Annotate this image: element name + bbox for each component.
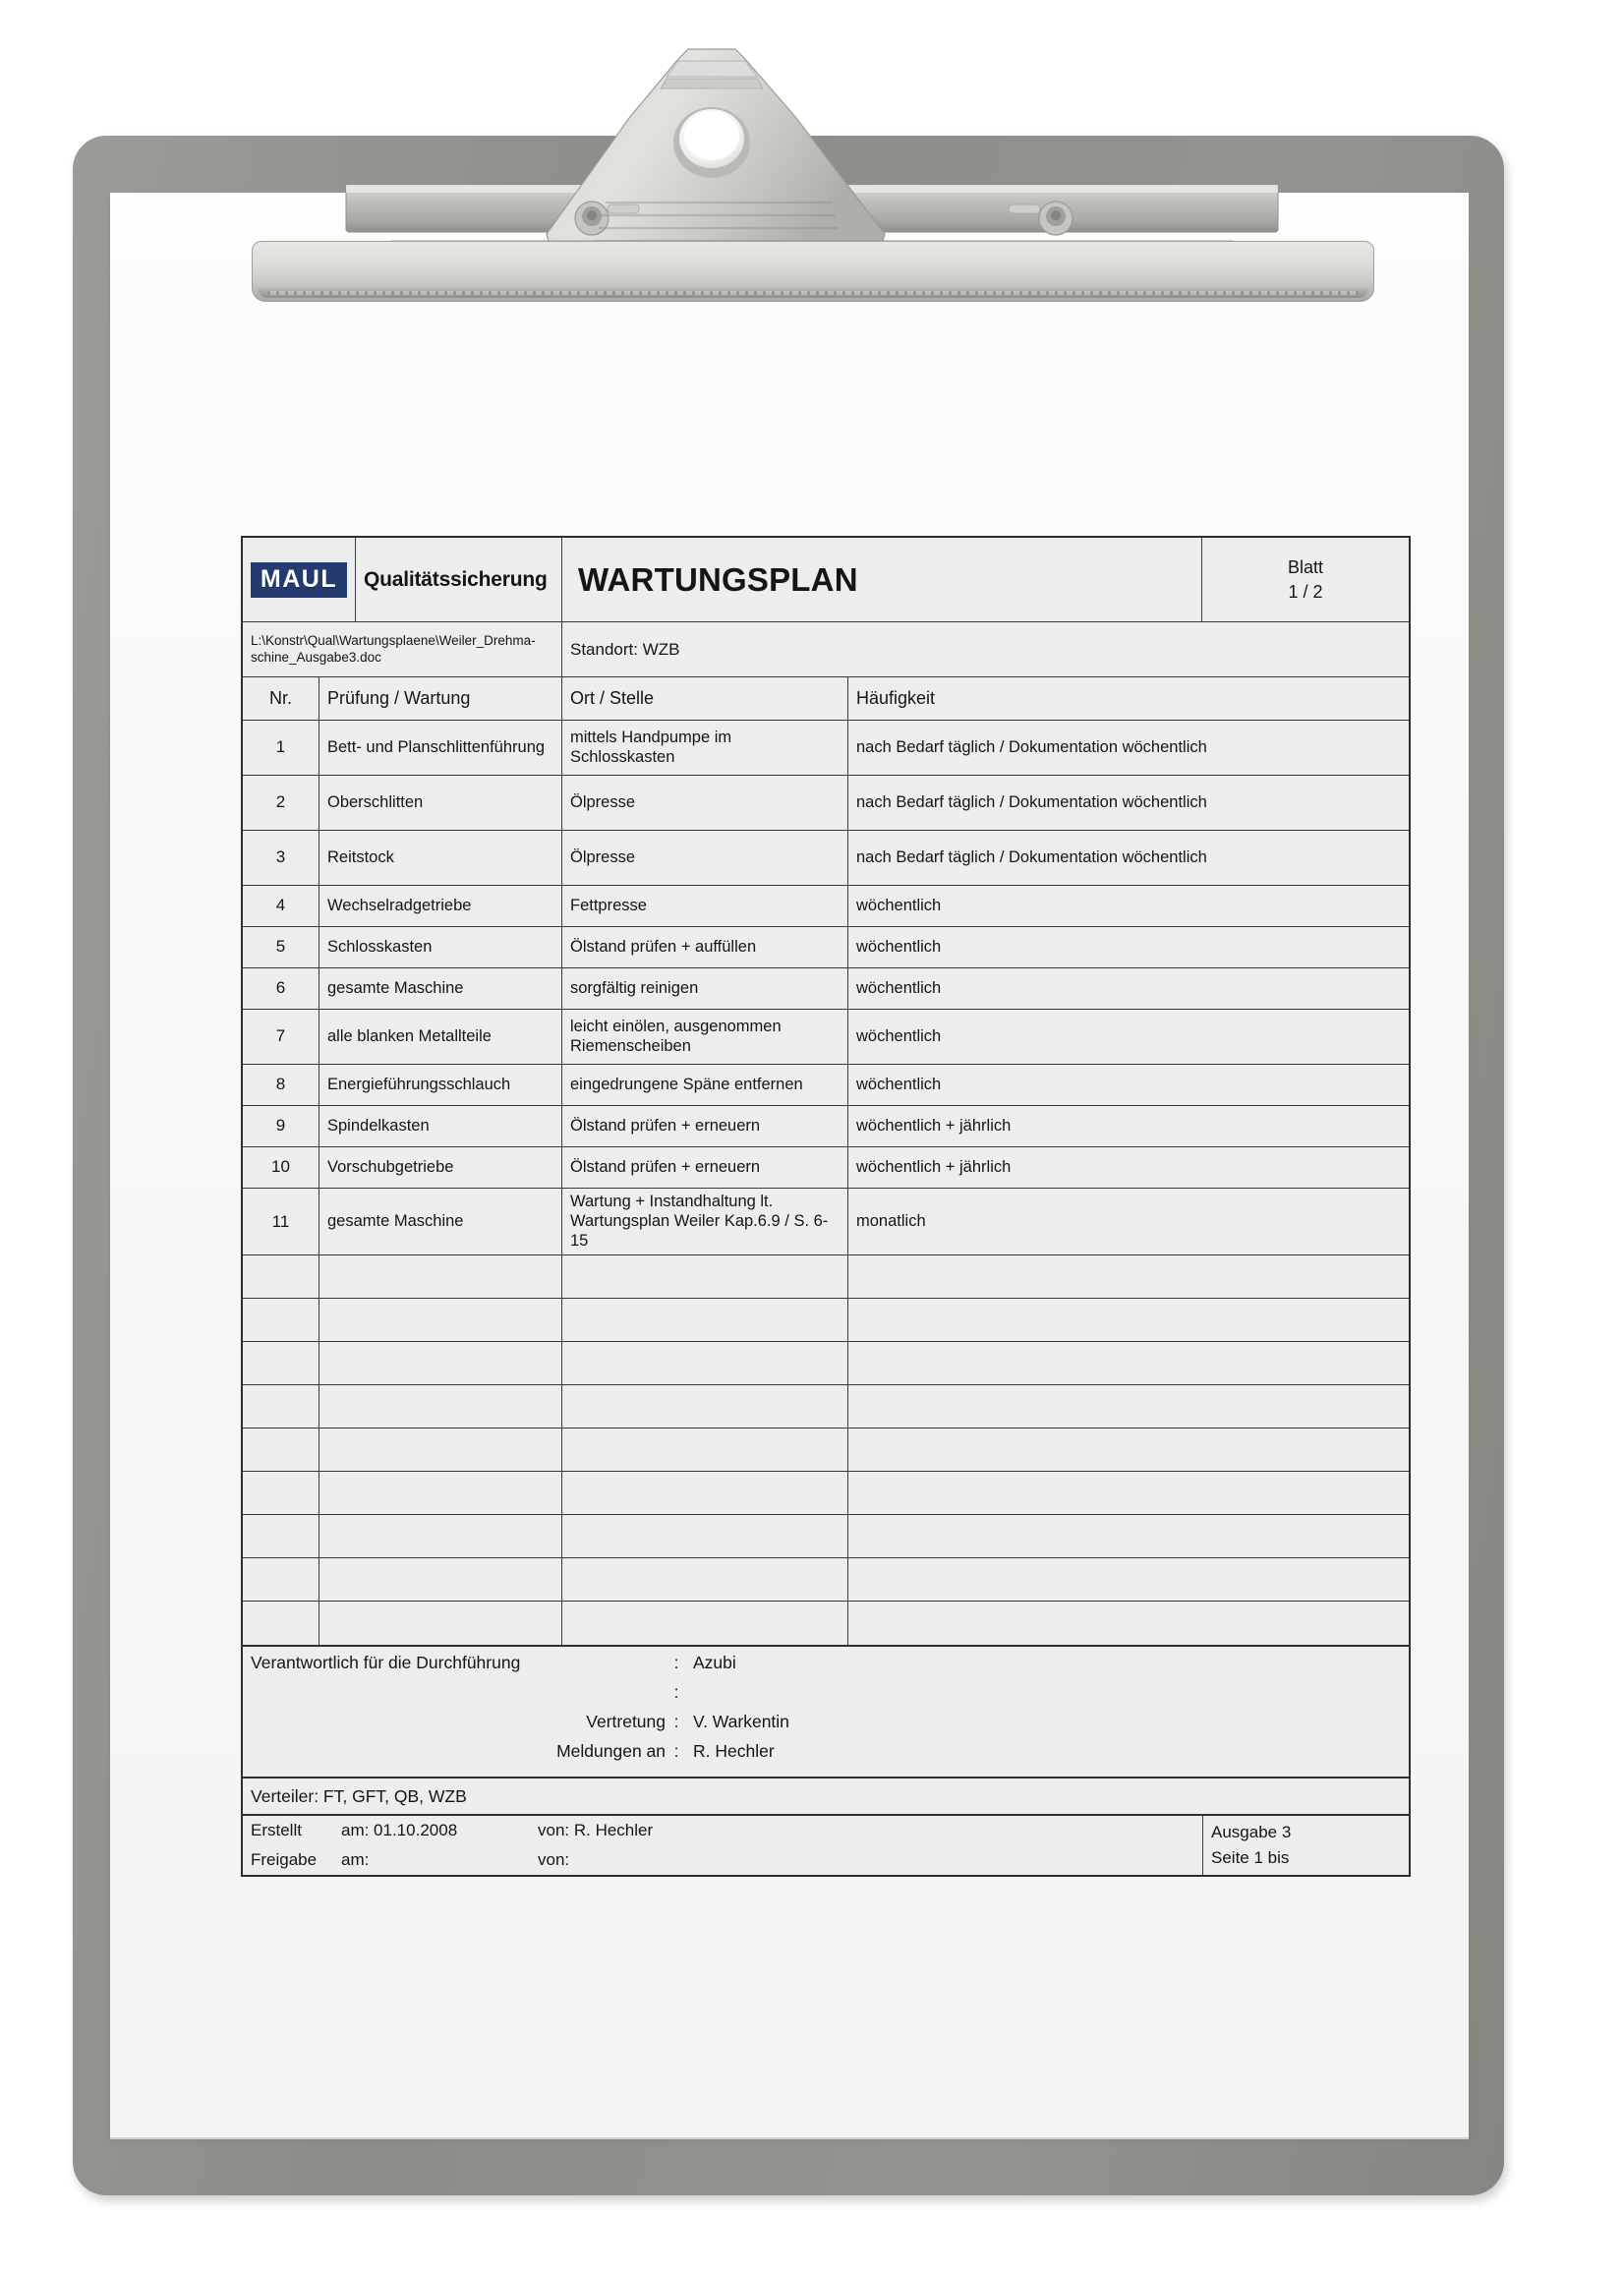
cell-place [562,1189,848,1254]
cell-nr [243,927,319,967]
sheet-value: 1 / 2 [1288,581,1323,602]
responsible-label-1: Verantwortlich für die Durchführung [251,1653,521,1673]
cell-freq-text: nach Bedarf täglich / Dokumentation wöchentlich [856,847,1207,866]
footer-release-by: von: [538,1850,570,1870]
table-row [243,1147,1409,1189]
cell-place [562,1106,848,1146]
cell-freq-text: wöchentlich [856,896,942,914]
file-path-line-2: schine_Ausgabe3.doc [251,649,381,665]
table-row-empty [243,1255,1409,1299]
cell-place-text: sorgfältig reinigen [570,978,699,997]
cell-task-text: Energieführungsschlauch [327,1075,511,1093]
table-row-empty [243,1472,1409,1515]
cell-task [319,886,562,926]
cell-freq [848,1106,1409,1146]
cell-empty [848,1429,1409,1471]
form-path-row [243,622,1409,677]
responsible-line-4 [243,1741,1409,1771]
cell-place-text: Fettpresse [570,896,647,914]
table-row [243,776,1409,831]
cell-place [562,831,848,885]
cell-nr-text: 10 [271,1157,290,1177]
cell-empty [848,1255,1409,1298]
distribution-row: Verteiler: FT, GFT, QB, WZB [243,1778,1409,1816]
cell-task [319,831,562,885]
cell-task [319,1065,562,1105]
cell-empty [319,1429,562,1471]
cell-empty [848,1602,1409,1645]
company-logo-cell [243,538,356,621]
cell-place-text: Ölpresse [570,792,636,811]
cell-empty [562,1558,848,1601]
cell-freq [848,776,1409,830]
table-row [243,1106,1409,1147]
cell-task-text: Wechselradgetriebe [327,896,472,914]
cell-empty [243,1299,319,1341]
cell-task-text: Reitstock [327,847,394,866]
cell-nr-text: 6 [275,978,286,998]
cell-place [562,776,848,830]
cell-place-text: mittels Handpumpe im Schlosskasten [570,728,732,766]
cell-empty [562,1429,848,1471]
footer-created-by: von: R. Hechler [538,1821,654,1840]
cell-nr [243,1065,319,1105]
cell-empty [243,1255,319,1298]
cell-freq-text: monatlich [856,1211,926,1230]
responsible-block [243,1645,1409,1778]
file-path-line-1: L:\Konstr\Qual\Wartungsplaene\Weiler_Drehma- [251,632,536,648]
cell-freq-text: wöchentlich + jährlich [856,1157,1012,1176]
cell-freq [848,1010,1409,1064]
table-row-empty [243,1602,1409,1645]
responsible-colon-2: : [673,1682,679,1703]
cell-task [319,927,562,967]
cell-task-text: Vorschubgetriebe [327,1157,454,1176]
cell-freq [848,1147,1409,1188]
footer-right [1202,1816,1409,1875]
cell-empty [848,1472,1409,1514]
footer-created-row [243,1816,1202,1845]
cell-empty [243,1515,319,1557]
cell-empty [562,1515,848,1557]
cell-empty [319,1255,562,1298]
responsible-label-4: Meldungen an [556,1741,666,1762]
cell-place-text: eingedrungene Späne entfernen [570,1075,803,1093]
cell-nr [243,1147,319,1188]
cell-empty [243,1558,319,1601]
table-row-empty [243,1515,1409,1558]
cell-nr-text: 2 [275,792,286,812]
cell-place-text: leicht einölen, ausgenommen Riemenscheiben [570,1017,782,1055]
cell-empty [562,1472,848,1514]
table-row-empty [243,1429,1409,1472]
cell-empty [243,1429,319,1471]
cell-place [562,721,848,775]
clipboard-clip[interactable] [0,0,1624,324]
cell-place-text: Wartung + Instandhaltung lt. Wartungsplan Weiler Kap.6.9 / S. 6-15 [570,1193,829,1250]
cell-nr-text: 9 [275,1116,286,1136]
footer-release-label: Freigabe [251,1850,318,1870]
cell-empty [848,1558,1409,1601]
file-path-cell [243,622,562,676]
cell-task-text: gesamte Maschine [327,1211,464,1230]
cell-nr [243,1189,319,1254]
cell-freq [848,968,1409,1009]
cell-nr [243,886,319,926]
table-row [243,1065,1409,1106]
cell-empty [319,1385,562,1428]
cell-freq [848,1189,1409,1254]
cell-task [319,1010,562,1064]
cell-place [562,886,848,926]
cell-task [319,968,562,1009]
cell-nr-text: 4 [275,896,286,915]
cell-empty [319,1515,562,1557]
form-title: WARTUNGSPLAN [562,538,1202,621]
table-row-empty [243,1385,1409,1429]
sheet-number-cell [1202,538,1409,621]
cell-freq [848,831,1409,885]
cell-freq-text: wöchentlich [856,978,942,997]
cell-freq [848,1065,1409,1105]
cell-freq-text: wöchentlich [856,1075,942,1093]
table-body [243,721,1409,1645]
footer-release-row [243,1845,1202,1875]
responsible-value-1: Azubi [693,1653,736,1673]
cell-place-text: Ölpresse [570,847,636,866]
cell-empty [319,1342,562,1384]
table-row [243,886,1409,927]
cell-nr [243,776,319,830]
cell-empty [562,1255,848,1298]
table-row [243,831,1409,886]
cell-task [319,1147,562,1188]
responsible-colon-4: : [673,1741,679,1762]
responsible-line-1 [243,1653,1409,1682]
responsible-value-4: R. Hechler [693,1741,775,1762]
maul-logo: MAUL [251,562,347,598]
table-row [243,927,1409,968]
cell-task-text: gesamte Maschine [327,978,464,997]
table-row [243,968,1409,1010]
cell-empty [848,1342,1409,1384]
cell-nr-text: 8 [275,1075,286,1094]
cell-place [562,1147,848,1188]
cell-nr [243,721,319,775]
cell-empty [319,1472,562,1514]
cell-place-text: Ölstand prüfen + erneuern [570,1157,761,1176]
cell-task-text: alle blanken Metallteile [327,1026,492,1045]
col-header-freq: Häufigkeit [856,688,936,708]
table-row [243,1189,1409,1255]
footer-left [243,1816,1202,1875]
cell-task [319,721,562,775]
location-cell: Standort: WZB [570,639,680,659]
col-header-place: Ort / Stelle [562,677,848,720]
footer-page: Seite 1 bis [1211,1847,1290,1867]
responsible-label-3: Vertretung [586,1712,666,1732]
cell-empty [243,1385,319,1428]
cell-place-text: Ölstand prüfen + erneuern [570,1116,761,1135]
cell-task [319,1189,562,1254]
cell-place [562,968,848,1009]
cell-task-text: Schlosskasten [327,937,433,956]
cell-place [562,927,848,967]
footer-edition: Ausgabe 3 [1211,1823,1292,1842]
cell-empty [243,1472,319,1514]
cell-task [319,1106,562,1146]
cell-task-text: Spindelkasten [327,1116,430,1135]
footer-created-label: Erstellt [251,1821,302,1840]
cell-nr-text: 3 [275,847,286,867]
cell-empty [319,1602,562,1645]
cell-nr [243,1106,319,1146]
responsible-colon-1: : [673,1653,679,1673]
footer-release-date: am: [341,1850,370,1870]
cell-freq-text: nach Bedarf täglich / Dokumentation wöchentlich [856,792,1207,811]
cell-place [562,1010,848,1064]
cell-freq [848,721,1409,775]
form-header-row [243,538,1409,622]
table-row-empty [243,1299,1409,1342]
cell-task-text: Bett- und Planschlittenführung [327,737,546,756]
cell-nr-text: 1 [275,737,286,757]
cell-nr [243,1010,319,1064]
responsible-value-3: V. Warkentin [693,1712,789,1732]
cell-freq [848,886,1409,926]
cell-freq-text: nach Bedarf täglich / Dokumentation wöchentlich [856,737,1207,756]
cell-freq-text: wöchentlich [856,1026,942,1045]
maintenance-plan-form [241,536,1411,1877]
cell-task [319,776,562,830]
cell-nr-text: 5 [275,937,286,957]
table-row-empty [243,1342,1409,1385]
table-row [243,1010,1409,1065]
cell-nr [243,968,319,1009]
cell-nr-text: 7 [275,1026,286,1046]
cell-empty [562,1299,848,1341]
cell-empty [319,1299,562,1341]
cell-freq-text: wöchentlich + jährlich [856,1116,1012,1135]
cell-empty [562,1385,848,1428]
cell-place [562,1065,848,1105]
col-header-nr: Nr. [243,677,319,720]
sheet-label: Blatt [1287,557,1324,578]
table-row-empty [243,1558,1409,1602]
cell-empty [243,1342,319,1384]
cell-task-text: Oberschlitten [327,792,424,811]
clip-jaw-serrations [267,291,1359,295]
responsible-line-3 [243,1712,1409,1741]
cell-empty [562,1602,848,1645]
cell-nr [243,831,319,885]
cell-empty [848,1299,1409,1341]
cell-empty [243,1602,319,1645]
footer-created-date: am: 01.10.2008 [341,1821,458,1840]
table-header-row [243,677,1409,721]
cell-empty [562,1342,848,1384]
form-footer [243,1816,1409,1875]
col-header-task: Prüfung / Wartung [319,677,562,720]
cell-place-text: Ölstand prüfen + auffüllen [570,937,757,956]
cell-empty [319,1558,562,1601]
responsible-colon-3: : [673,1712,679,1732]
cell-nr-text: 11 [271,1211,290,1231]
responsible-line-2 [243,1682,1409,1712]
cell-freq [848,927,1409,967]
cell-freq-text: wöchentlich [856,937,942,956]
department-cell: Qualitätssicherung [356,538,562,621]
cell-empty [848,1385,1409,1428]
table-row [243,721,1409,776]
cell-empty [848,1515,1409,1557]
